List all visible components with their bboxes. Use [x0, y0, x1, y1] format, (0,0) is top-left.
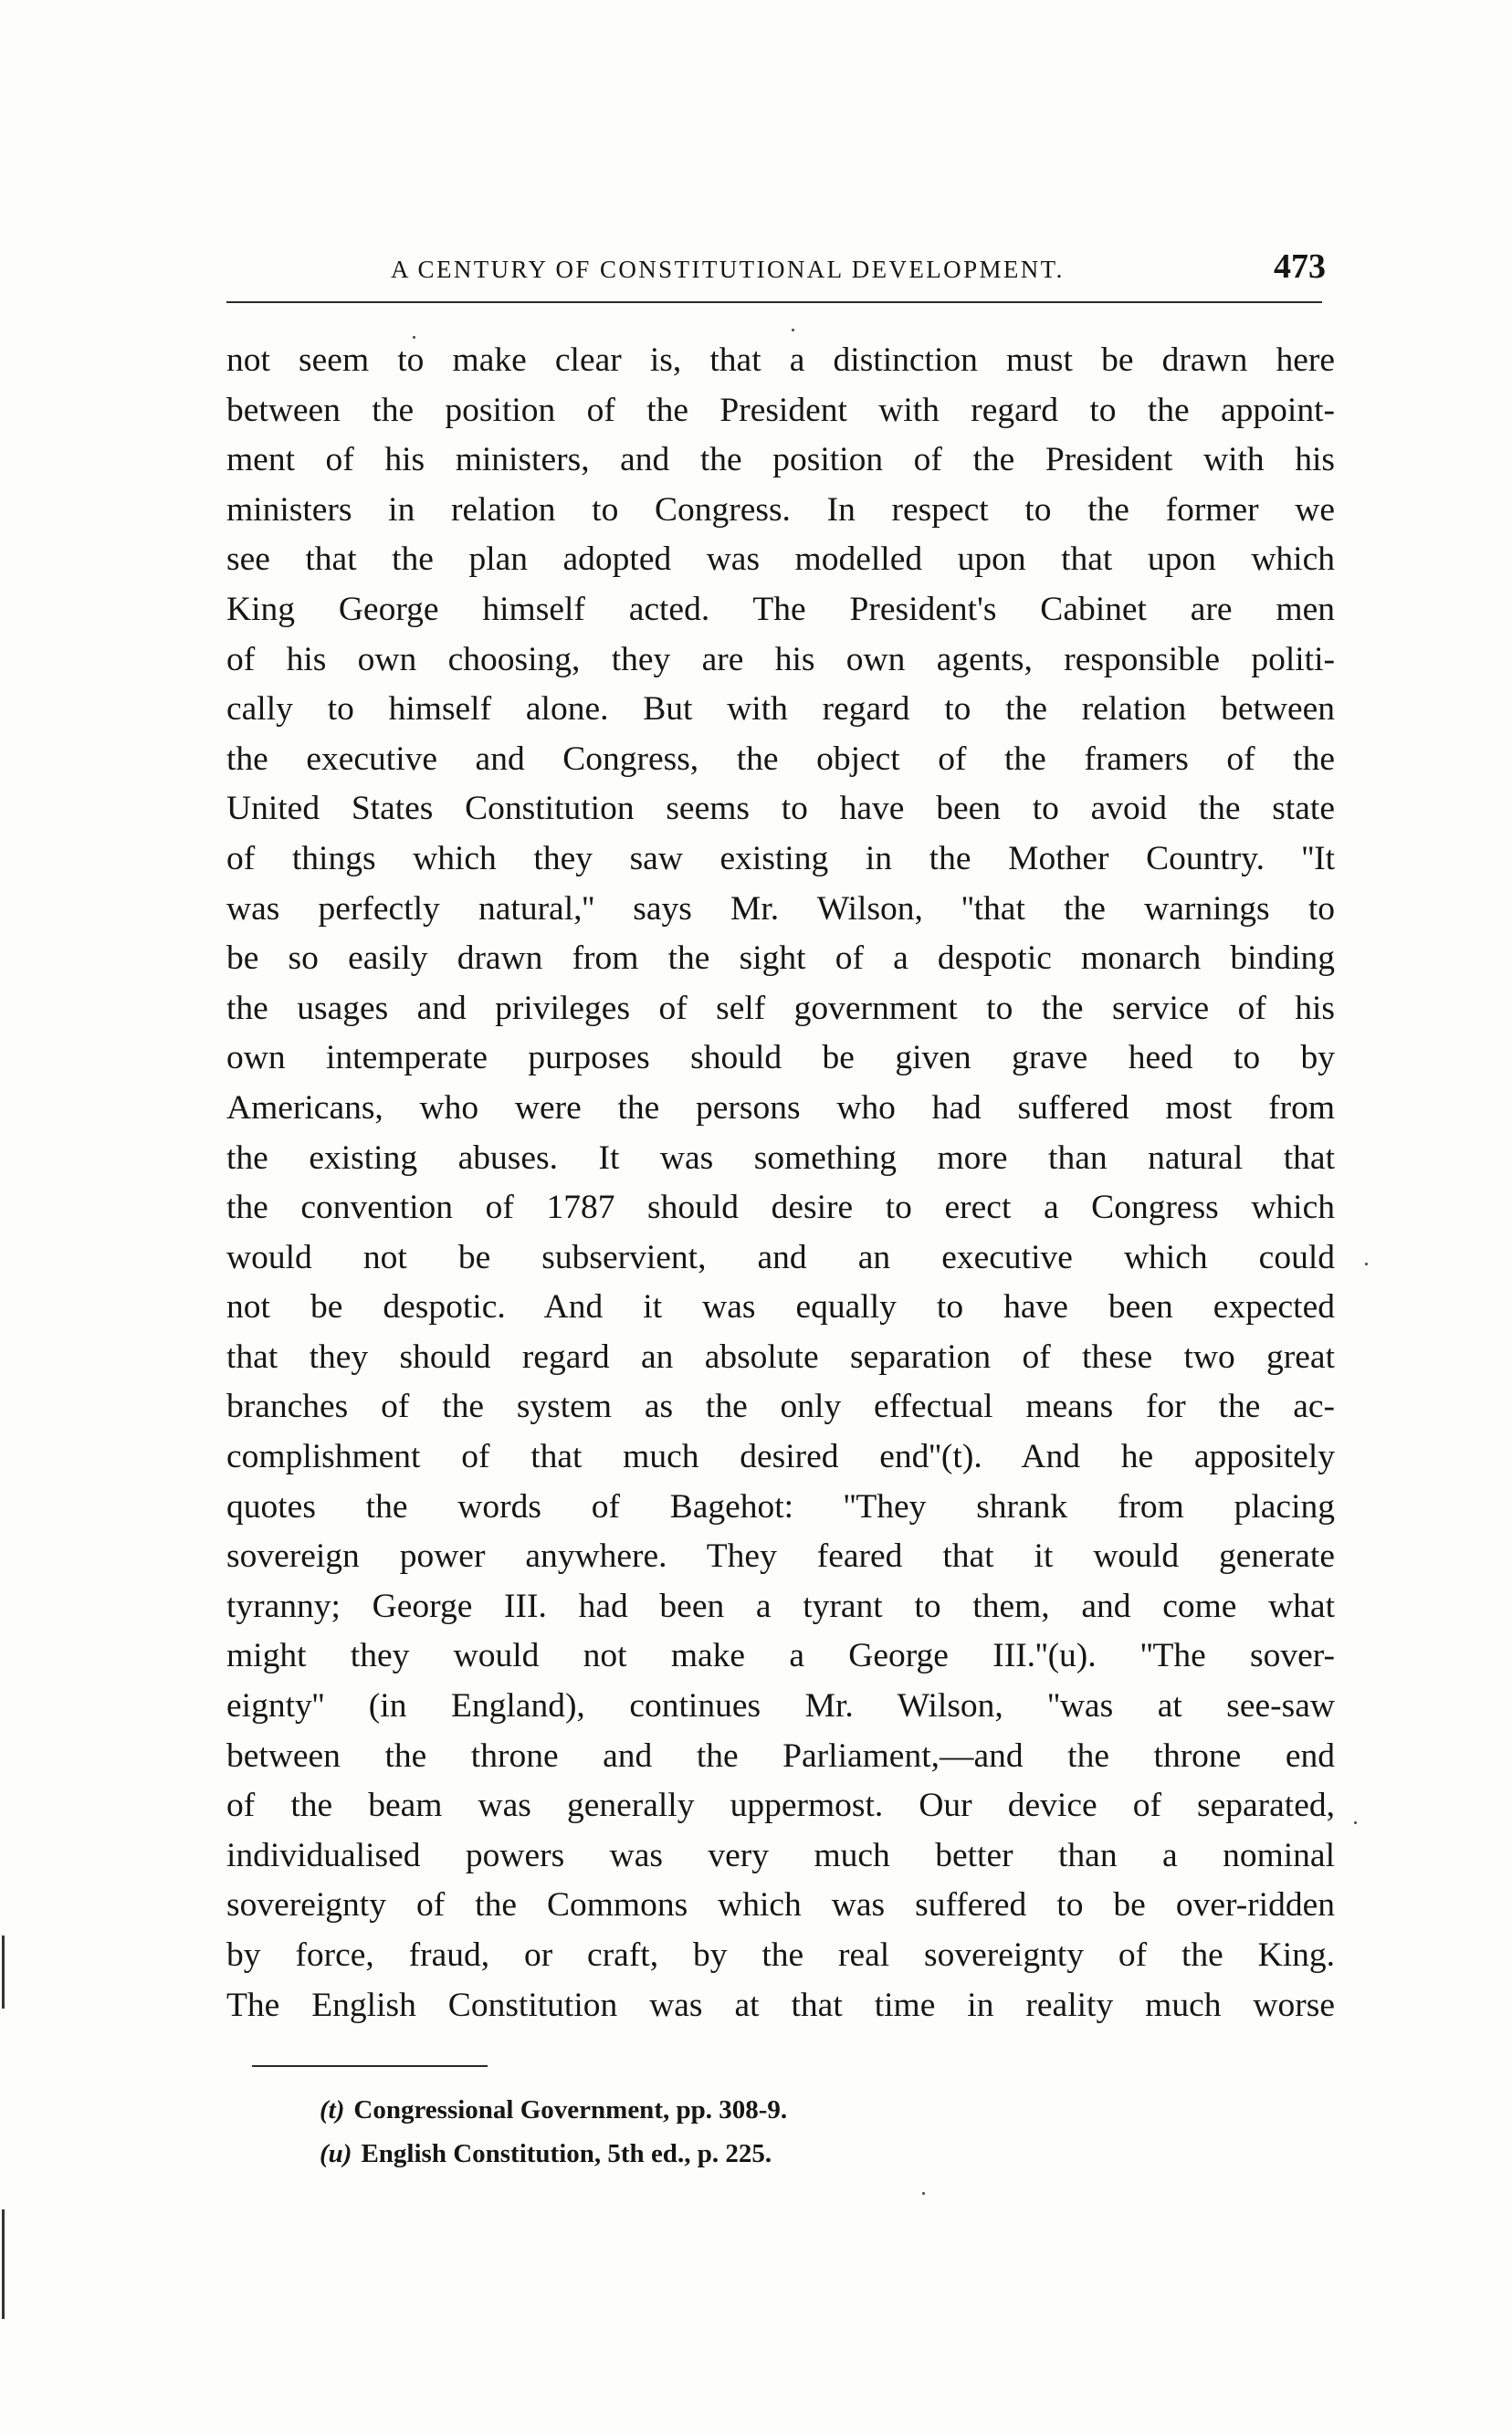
text-line: eignty'' (in England), continues Mr. Wilson, ''was at see-saw: [226, 1687, 1335, 1726]
scan-speck: [1365, 1263, 1368, 1265]
footnotes: [320, 2088, 1141, 2176]
text-line: between the position of the President with regard to the appoint-: [226, 391, 1335, 429]
text-line: the convention of 1787 should desire to erect a Congress which: [226, 1189, 1335, 1227]
text-line: tyranny; George III. had been a tyrant to them, and come what: [226, 1587, 1335, 1625]
text-line: United States Constitution seems to have been to avoid the state: [226, 790, 1335, 828]
running-title: A CENTURY OF CONSTITUTIONAL DEVELOPMENT.: [391, 256, 1065, 283]
text-line: not be despotic. And it was equally to have been expected: [226, 1288, 1335, 1327]
text-line: not seem to make clear is, that a distinction must be drawn here: [226, 341, 1335, 379]
footnote-text: English Constitution, 5th ed., p. 225.: [361, 2139, 772, 2168]
text-line: ministers in relation to Congress. In respect to the former we: [226, 490, 1335, 529]
text-line: quotes the words of Bagehot: ''They shrank from placing: [226, 1487, 1335, 1526]
text-line: own intemperate purposes should be given grave heed to by: [226, 1039, 1335, 1077]
scan-speck: [413, 336, 415, 339]
header-rule: [226, 301, 1322, 303]
text-line: Americans, who were the persons who had suffered most from: [226, 1088, 1335, 1127]
text-line: the usages and privileges of self government to the service of his: [226, 989, 1335, 1027]
text-line: be so easily drawn from the sight of a despotic monarch binding: [226, 939, 1335, 978]
text-line: King George himself acted. The President's Cabinet are men: [226, 590, 1335, 628]
text-line: of the beam was generally uppermost. Our device of separated,: [226, 1787, 1335, 1825]
body-text: [226, 336, 1335, 2030]
text-line: of his own choosing, they are his own agents, responsible politi-: [226, 640, 1335, 678]
footnote-mark: (u): [320, 2139, 352, 2168]
footnote-rule: [252, 2065, 488, 2067]
text-line: between the throne and the Parliament,—and the throne end: [226, 1736, 1335, 1775]
text-line: of things which they saw existing in the Mother Country. ''It: [226, 839, 1335, 877]
text-line: by force, fraud, or craft, by the real sovereignty of the King.: [226, 1936, 1335, 1974]
text-line: ment of his ministers, and the position of the President with his: [226, 441, 1335, 479]
text-line: would not be subservient, and an executive which could: [226, 1238, 1335, 1276]
text-line: complishment of that much desired end''(t). And he appositely: [226, 1438, 1335, 1476]
text-line: might they would not make a George III.''(u). ''The sover-: [226, 1637, 1335, 1675]
text-line: that they should regard an absolute separation of these two great: [226, 1338, 1335, 1376]
text-line: see that the plan adopted was modelled upon that upon which: [226, 540, 1335, 579]
scan-speck: [922, 2192, 925, 2195]
text-line: sovereign power anywhere. They feared that it would generate: [226, 1537, 1335, 1576]
margin-mark: [2, 2209, 5, 2319]
text-line: the executive and Congress, the object of the framers of the: [226, 740, 1335, 778]
text-line: The English Constitution was at that time in reality much worse: [226, 1986, 1335, 2024]
running-head: [226, 239, 1326, 294]
text-line: branches of the system as the only effectual means for the ac-: [226, 1388, 1335, 1426]
text-line: the existing abuses. It was something more than natural that: [226, 1138, 1335, 1177]
footnote-text: Congressional Government, pp. 308-9.: [353, 2095, 788, 2125]
page-number: 473: [1274, 247, 1326, 286]
text-line: was perfectly natural,'' says Mr. Wilson, ''that the warnings to: [226, 889, 1335, 928]
footnote: [320, 2088, 1141, 2132]
text-line: cally to himself alone. But with regard to the relation between: [226, 690, 1335, 729]
text-line: individualised powers was very much better than a nominal: [226, 1836, 1335, 1874]
scan-speck: [1354, 1821, 1357, 1824]
footnote: [320, 2132, 1141, 2176]
footnote-mark: (t): [320, 2095, 345, 2125]
text-line: sovereignty of the Commons which was suffered to be over-ridden: [226, 1886, 1335, 1925]
margin-mark: [2, 1936, 5, 2009]
scan-speck: [792, 329, 794, 331]
